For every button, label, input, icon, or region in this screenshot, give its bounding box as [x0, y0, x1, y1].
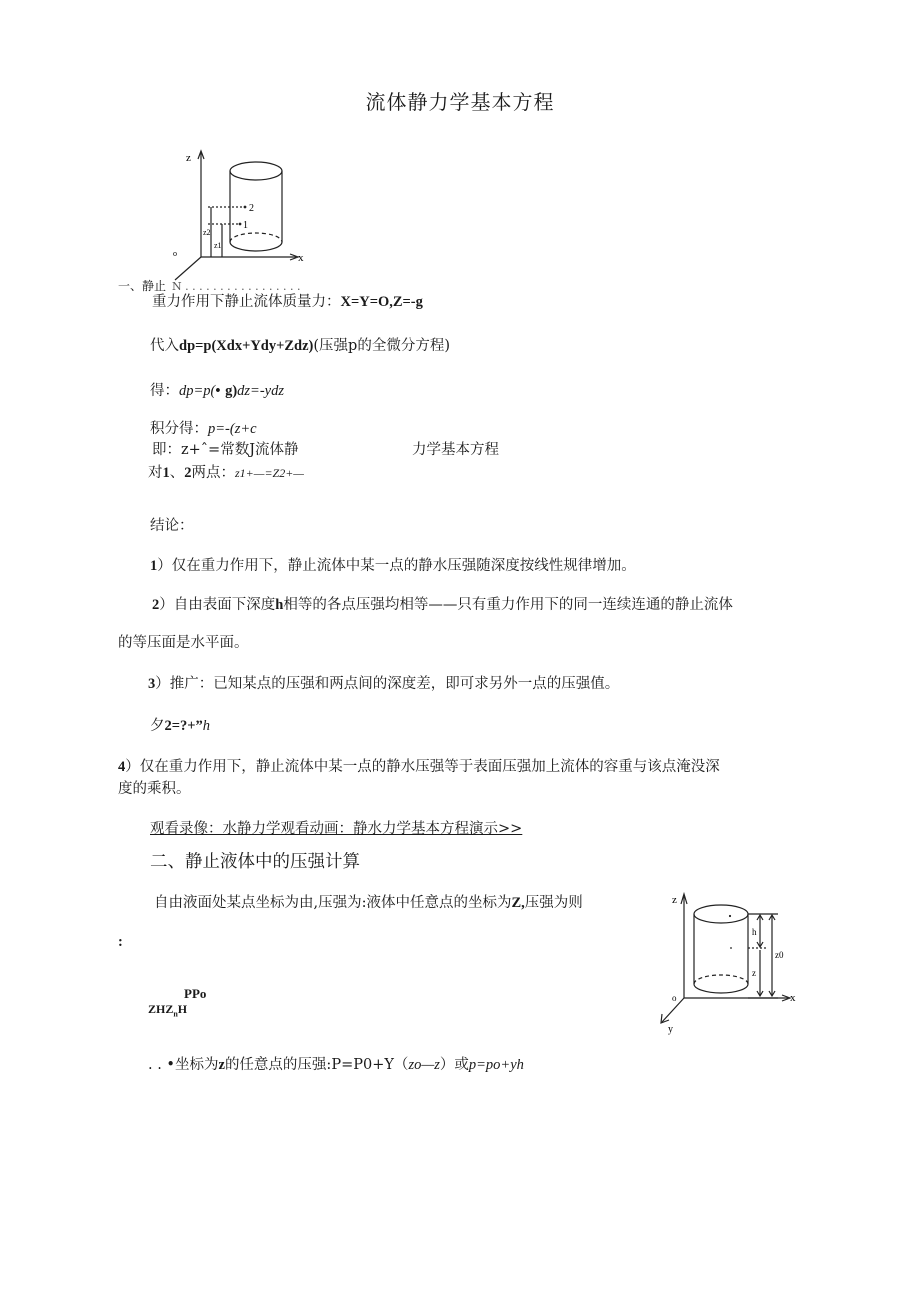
- fig2-z0-label: z0: [775, 950, 784, 960]
- fig1-point1-label: 1: [243, 220, 248, 231]
- substitution-line: 代入dp=p(Xdx+Ydy+Zdz)(压强p的全微分方程): [150, 338, 450, 354]
- cylinder-diagram-2: [652, 886, 808, 1036]
- page-title: 流体静力学基本方程: [365, 90, 555, 114]
- conclusion-3: 3）推广：已知某点的压强和两点间的深度差，即可求另外一点的压强值。: [148, 676, 620, 692]
- section1-heading: 一、静止 N . . . . . . . . . . . . . . . . .: [118, 279, 301, 293]
- integration-line: 积分得：p=-(z+c: [150, 421, 257, 437]
- fig2-z-depth-label: z: [752, 968, 756, 978]
- conclusion-4-continued: 度的乘积。: [118, 781, 191, 797]
- colon-mark: :: [118, 934, 123, 950]
- fig1-z-label: z: [186, 152, 191, 164]
- fig2-origin-label: o: [672, 993, 677, 1003]
- derivation-line: 得：dp=p(• g)dz=-ydz: [150, 383, 284, 399]
- free-surface-line: 自由液面处某点坐标为由,压强为:液体中任意点的坐标为Z,压强为则: [154, 895, 583, 911]
- basic-equation-label: 力学基本方程: [412, 442, 499, 458]
- conclusion-2: 2）自由表面下深度h相等的各点压强均相等——只有重力作用下的同一连续连通的静止流体: [152, 597, 733, 613]
- conclusion-2-continued: 的等压面是水平面。: [118, 635, 249, 651]
- fig1-z2-label: z2: [203, 228, 211, 237]
- fig1-point2-label: 2: [249, 203, 254, 214]
- conclusion-4: 4）仅在重力作用下，静止流体中某一点的静水压强等于表面压强加上流体的容重与该点淹没深: [118, 759, 720, 775]
- zhz-label: $ZHZ_nH$: [148, 1002, 188, 1019]
- pressure-formula: 夕2=?+”h: [150, 718, 211, 734]
- arbitrary-point-pressure: . . •坐标为z的任意点的压强:P=P0+Y（zo—z）或p=po+yh: [148, 1057, 524, 1073]
- watch-video-link[interactable]: 观看录像：水静力学观看动画：静水力学基本方程演示>>: [150, 821, 523, 837]
- fig2-h-label: h: [752, 927, 757, 937]
- section2-heading: 二、静止液体中的压强计算: [150, 852, 360, 872]
- fig1-z1-label: z1: [214, 241, 222, 250]
- fig1-x-label: x: [298, 252, 304, 264]
- fig1-origin-label: o: [173, 249, 177, 258]
- basic-equation-line: 即：z+ˆ=常数J流体静: [152, 442, 299, 458]
- fig2-y-label: y: [668, 1024, 673, 1035]
- cylinder-diagram-1: [168, 145, 318, 285]
- fig2-z-label: z: [672, 894, 677, 906]
- fig2-x-label: x: [790, 992, 796, 1004]
- conclusion-label: 结论：: [150, 518, 194, 534]
- two-points-line: 对1、2两点：z1+—=Z2+—: [148, 465, 304, 481]
- ppo-label: PPo: [184, 986, 207, 1001]
- conclusion-1: 1）仅在重力作用下，静止流体中某一点的静水压强随深度按线性规律增加。: [150, 558, 636, 574]
- gravity-mass-force-line: 重力作用下静止流体质量力：X=Y=O,Z=-g: [152, 294, 423, 310]
